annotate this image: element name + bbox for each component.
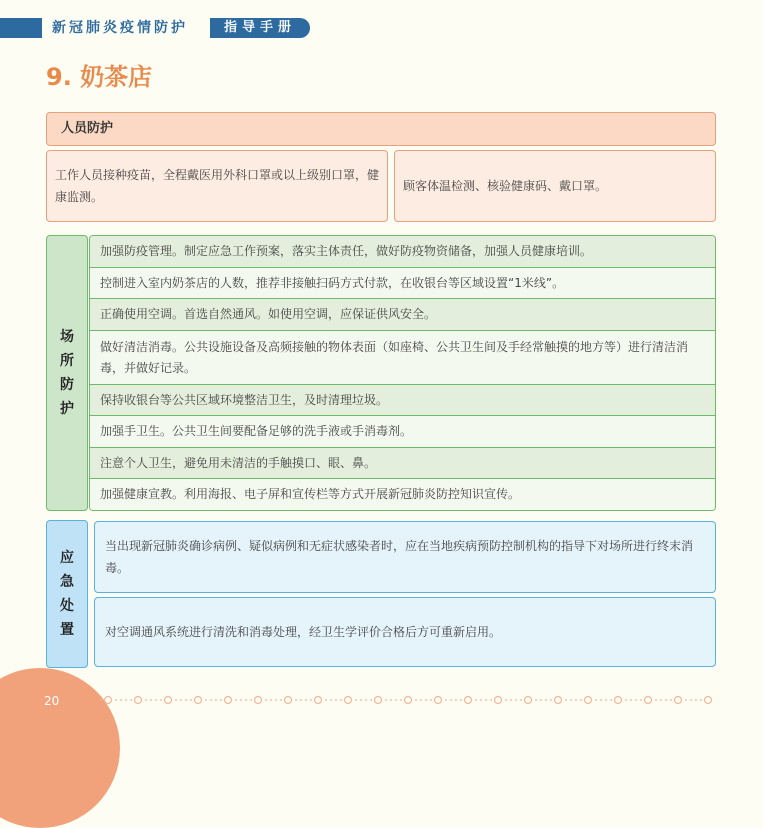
venue-label-text: 场 所 防 护: [60, 329, 74, 417]
footer-dotted-line: [100, 692, 720, 708]
footer-dot: [315, 697, 322, 704]
footer-dot: [585, 697, 592, 704]
venue-row-text: 控制进入室内奶茶店的人数，推荐非接触扫码方式付款，在收银台等区域设置“1米线”。: [100, 275, 565, 290]
venue-row: [90, 236, 715, 268]
footer-dot: [135, 697, 142, 704]
personnel-staff-text: 工作人员接种疫苗，全程戴医用外科口罩或以上级别口罩，健康监测。: [55, 168, 380, 204]
venue-row-text: 加强防疫管理。制定应急工作预案，落实主体责任，做好防疫物资储备，加强人员健康培训。: [100, 244, 593, 258]
footer-dot: [345, 697, 352, 704]
personnel-customers-text: 顾客体温检测、核验健康码、戴口罩。: [403, 179, 608, 193]
venue-list: [89, 235, 716, 511]
venue-row: [90, 268, 715, 299]
footer-dot: [225, 697, 232, 704]
venue-row-text: 做好清洁消毒。公共设施设备及高频接触的物体表面（如座椅、公共卫生间及手经常触摸的地方等）进行清洁消毒，并做好记录。: [100, 339, 689, 375]
venue-row-text: 加强健康宣教。利用海报、电子屏和宣传栏等方式开展新冠肺炎防控知识宣传。: [100, 487, 521, 501]
footer-dot: [465, 697, 472, 704]
footer-dot: [285, 697, 292, 704]
page-number: 20: [44, 694, 60, 708]
footer-dot: [195, 697, 202, 704]
emergency-item-box: [94, 521, 716, 593]
footer-dot: [165, 697, 172, 704]
personnel-staff-box: [46, 150, 388, 222]
venue-row: [90, 479, 715, 510]
footer-dot: [555, 697, 562, 704]
footer-dot: [255, 697, 262, 704]
footer-dot: [435, 697, 442, 704]
emergency-label-text: 应 急 处 置: [60, 550, 74, 638]
venue-row-text: 正确使用空调。首选自然通风。如使用空调，应保证供风安全。: [100, 307, 437, 321]
header-title: 新冠肺炎疫情防护: [52, 20, 188, 36]
footer-dot: [615, 697, 622, 704]
header-tag: 指导手册: [210, 18, 310, 38]
venue-row: [90, 299, 715, 331]
footer-dot: [375, 697, 382, 704]
header-accent-bar: [0, 18, 42, 38]
emergency-item-text: 当出现新冠肺炎确诊病例、疑似病例和无症状感染者时，应在当地疾病预防控制机构的指导下对场所进行终末消毒。: [105, 539, 694, 575]
venue-row-text: 注意个人卫生，避免用未清洁的手触摸口、眼、鼻。: [100, 455, 377, 470]
personnel-customers-box: [394, 150, 716, 222]
venue-row: [90, 448, 715, 479]
venue-row-text: 加强手卫生。公共卫生间要配备足够的洗手液或手消毒剂。: [100, 424, 413, 438]
venue-label: [46, 235, 88, 511]
footer-dot: [525, 697, 532, 704]
footer-dot: [675, 697, 682, 704]
footer-dot: [495, 697, 502, 704]
emergency-item-box: [94, 597, 716, 667]
venue-row: [90, 385, 715, 416]
footer-dot: [405, 697, 412, 704]
venue-row: [90, 331, 715, 385]
personnel-heading: 人员防护: [46, 112, 716, 146]
venue-row-text: 保持收银台等公共区域环境整洁卫生，及时清理垃圾。: [100, 392, 389, 407]
footer-dot: [705, 697, 712, 704]
emergency-label: [46, 520, 88, 668]
page-title: 9. 奶茶店: [46, 63, 153, 91]
emergency-item-text: 对空调通风系统进行清洗和消毒处理，经卫生学评价合格后方可重新启用。: [105, 625, 502, 639]
footer-dot: [105, 697, 112, 704]
venue-row: [90, 416, 715, 448]
footer-dot: [645, 697, 652, 704]
